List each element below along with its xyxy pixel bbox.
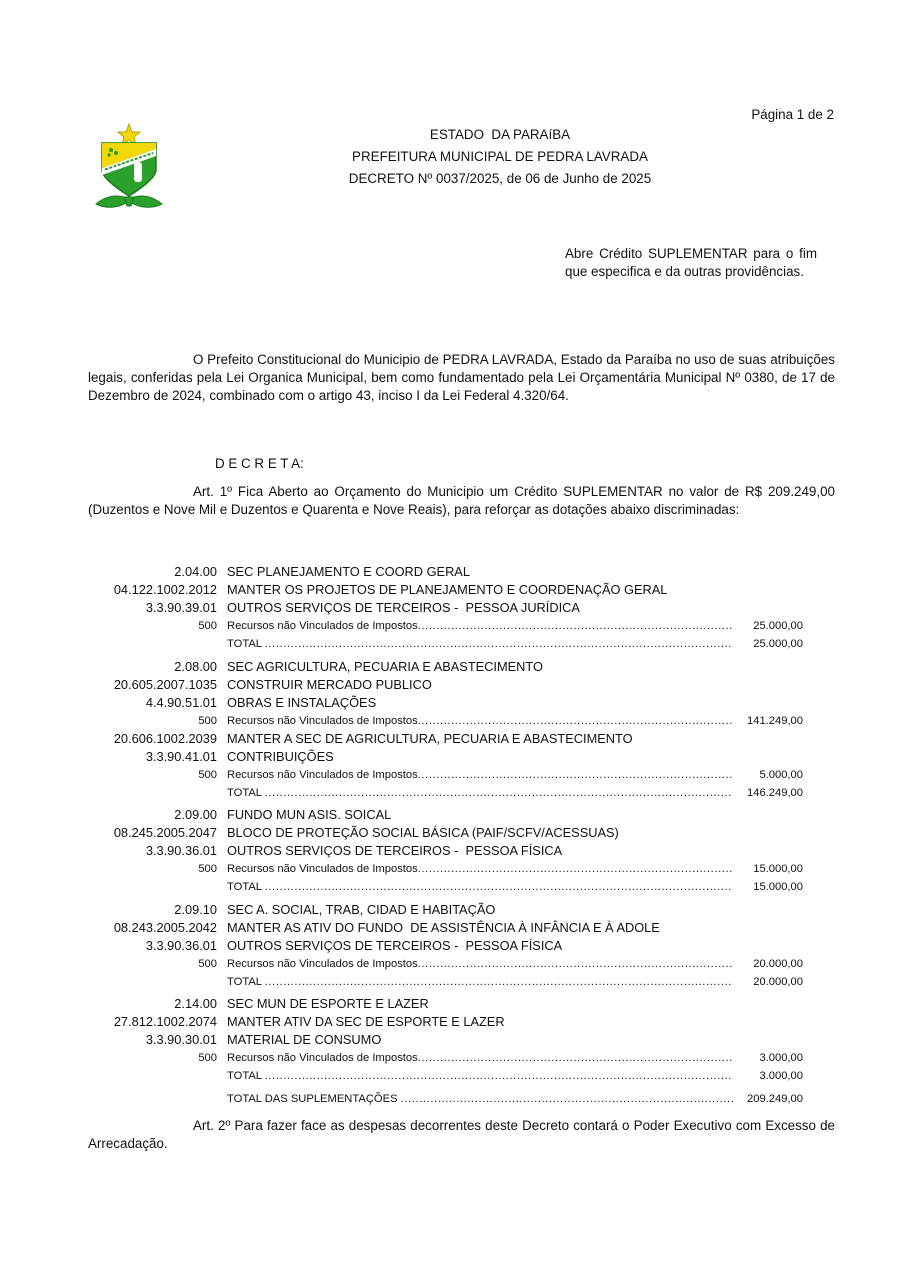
dotted-leader [667, 581, 733, 599]
row-description: CONSTRUIR MERCADO PUBLICO [227, 676, 432, 692]
table-row [88, 617, 803, 635]
row-code: 2.09.00 [174, 807, 217, 822]
row-description: Recursos não Vinculados de Impostos [227, 714, 418, 727]
table-row [88, 937, 803, 955]
row-description: TOTAL [227, 1070, 265, 1082]
dotted-leader [505, 1013, 733, 1031]
dotted-leader [334, 748, 733, 766]
table-row [88, 730, 803, 748]
row-description: Recursos não Vinculados de Impostos [227, 620, 418, 632]
table-row [88, 1049, 803, 1067]
table-row [88, 1013, 803, 1031]
row-description: Recursos não Vinculados de Impostos [227, 768, 418, 781]
row-value [733, 1013, 803, 1031]
row-code: 3.3.90.39.01 [145, 600, 217, 615]
header-decree-number-line: DECRETO Nº 0037/2025, de 06 de Junho de 2025 [348, 171, 652, 186]
row-value: 3.000,00 [759, 1070, 803, 1082]
row-description: BLOCO DE PROTEÇÃO SOCIAL BÁSICA (PAIF/SCFV/ACESSUAS) [227, 825, 619, 840]
dotted-leader [418, 860, 733, 878]
row-code: 500 [198, 768, 217, 781]
row-description: Recursos não Vinculados de Impostos [227, 863, 418, 875]
dotted-leader [376, 694, 733, 712]
table-row [88, 581, 803, 599]
table-row [88, 599, 803, 617]
row-code: 2.08.00 [174, 658, 217, 674]
table-row [88, 878, 803, 896]
row-value [733, 919, 803, 937]
table-row [88, 860, 803, 878]
row-value [733, 676, 803, 694]
row-code: 2.09.10 [174, 901, 217, 917]
row-description: OUTROS SERVIÇOS DE TERCEIROS - PESSOA FÍSICA [227, 843, 563, 858]
article-1-paragraph: Art. 1º Fica Aberto ao Orçamento do Municipio um Crédito SUPLEMENTAR no valor de R$ 209.249,00 (Duzentos e Nove Mil e Duzentos e Quarenta e Nove Reais), para reforçar as dotações abaixo discriminadas: [88, 484, 835, 517]
dotted-leader [495, 901, 733, 919]
row-value: 209.249,00 [747, 1092, 803, 1105]
dotted-leader [543, 658, 733, 676]
row-value [733, 563, 803, 581]
row-description: TOTAL DAS SUPLEMENTAÇÕES [227, 1092, 401, 1105]
dotted-leader [418, 955, 733, 973]
row-description: SEC PLANEJAMENTO E COORD GERAL [227, 564, 470, 579]
dotted-leader [265, 973, 733, 991]
dotted-leader [418, 712, 733, 730]
dotted-leader [562, 937, 733, 955]
row-code [88, 784, 217, 802]
row-value [733, 694, 803, 712]
row-value [733, 748, 803, 766]
coat-of-arms-icon [94, 123, 164, 215]
table-row [88, 842, 803, 860]
dotted-leader [470, 563, 733, 581]
ribbon-icon [96, 196, 162, 207]
dotted-leader [391, 806, 733, 824]
dotted-leader [633, 730, 733, 748]
dotted-leader [418, 617, 733, 635]
row-value [733, 937, 803, 955]
table-row [88, 1067, 803, 1085]
row-value [733, 806, 803, 824]
star-icon [118, 124, 140, 145]
dotted-leader [265, 1067, 733, 1085]
dotted-leader [418, 1049, 733, 1067]
dotted-leader [401, 1090, 733, 1108]
dotted-leader [381, 1031, 733, 1049]
preamble-paragraph: O Prefeito Constitucional do Municipio de PEDRA LAVRADA, Estado da Paraíba no uso de suas atribuições legais, conferidas pela Lei Organica Municipal, bem como fundamentado pela Lei Orçamentária Municipal Nº 0380, de 17 de Dezembro de 2024, combinado com o artigo 43, inciso I da Lei Federal 4.320/64. [88, 352, 835, 403]
row-description: TOTAL [227, 975, 265, 988]
row-description: FUNDO MUN ASIS. SOICAL [227, 807, 392, 822]
tower-icon [134, 162, 142, 182]
row-description: TOTAL [227, 881, 265, 893]
row-code [88, 973, 217, 991]
row-description: SEC AGRICULTURA, PECUARIA E ABASTECIMENTO [227, 658, 543, 674]
budget-table [88, 563, 803, 1108]
row-description: TOTAL [227, 786, 265, 799]
table-row [88, 563, 803, 581]
row-code: 20.606.1002.2039 [113, 730, 217, 746]
dotted-leader [265, 878, 733, 896]
dotted-leader [265, 635, 733, 653]
article-2-paragraph: Art. 2º Para fazer face as despesas decorrentes deste Decreto contará o Poder Executivo com Excesso de Arrecadação. [88, 1118, 835, 1151]
row-description: MANTER OS PROJETOS DE PLANEJAMENTO E COORDENAÇÃO GERAL [227, 582, 668, 597]
decree-summary: Abre Crédito SUPLEMENTAR para o fim que especifica e da outras providências. [565, 246, 817, 279]
table-row [88, 824, 803, 842]
row-value [733, 658, 803, 676]
table-row [88, 973, 803, 991]
row-value: 15.000,00 [753, 863, 803, 875]
row-description: OUTROS SERVIÇOS DE TERCEIROS - PESSOA FÍSICA [227, 937, 563, 953]
row-code: 04.122.1002.2012 [113, 582, 217, 597]
table-row [88, 1090, 803, 1108]
dotted-leader [580, 599, 733, 617]
row-value: 5.000,00 [759, 768, 803, 781]
table-row [88, 995, 803, 1013]
table-row [88, 748, 803, 766]
row-description: MANTER AS ATIV DO FUNDO DE ASSISTÊNCIA À INFÂNCIA E À ADOLE [227, 919, 660, 935]
row-code [88, 635, 217, 653]
dotted-leader [265, 784, 733, 802]
row-value: 25.000,00 [753, 620, 803, 632]
row-code: 500 [198, 957, 217, 970]
table-row [88, 766, 803, 784]
table-row [88, 694, 803, 712]
table-row [88, 806, 803, 824]
row-code: 500 [198, 863, 217, 875]
document-header [250, 124, 750, 190]
table-row [88, 1031, 803, 1049]
dotted-leader [619, 824, 733, 842]
table-row [88, 635, 803, 653]
row-description: CONTRIBUIÇÕES [227, 748, 334, 764]
row-value [733, 730, 803, 748]
dotted-leader [562, 842, 733, 860]
row-description: MANTER ATIV DA SEC DE ESPORTE E LAZER [227, 1014, 505, 1029]
table-row [88, 784, 803, 802]
row-code: 500 [198, 1052, 217, 1064]
row-code: 2.04.00 [174, 564, 217, 579]
table-row [88, 658, 803, 676]
row-code: 08.245.2005.2047 [113, 825, 217, 840]
dotted-leader [660, 919, 733, 937]
row-value: 15.000,00 [753, 881, 803, 893]
row-code [88, 1067, 217, 1085]
row-value [733, 599, 803, 617]
row-code: 27.812.1002.2074 [113, 1014, 217, 1029]
row-value: 3.000,00 [759, 1052, 803, 1064]
row-description: MATERIAL DE CONSUMO [227, 1032, 382, 1047]
row-code: 4.4.90.51.01 [145, 694, 217, 710]
row-code [88, 1090, 217, 1108]
row-description: OBRAS E INSTALAÇÕES [227, 694, 377, 710]
row-value [733, 824, 803, 842]
row-value: 20.000,00 [753, 957, 803, 970]
row-code [88, 878, 217, 896]
row-description: MANTER A SEC DE AGRICULTURA, PECUARIA E ABASTECIMENTO [227, 730, 633, 746]
row-code: 08.243.2005.2042 [113, 919, 217, 935]
row-description: SEC A. SOCIAL, TRAB, CIDAD E HABITAÇÃO [227, 901, 496, 917]
row-code: 3.3.90.36.01 [145, 843, 217, 858]
row-code: 3.3.90.36.01 [145, 937, 217, 953]
row-description: TOTAL [227, 638, 265, 650]
row-value [733, 901, 803, 919]
table-row [88, 919, 803, 937]
row-code: 2.14.00 [174, 996, 217, 1011]
page-indicator: Página 1 de 2 [751, 107, 834, 122]
municipal-coat-of-arms-logo [94, 123, 164, 215]
table-row [88, 901, 803, 919]
row-description: OUTROS SERVIÇOS DE TERCEIROS - PESSOA JURÍDICA [227, 600, 580, 615]
table-row [88, 676, 803, 694]
row-code: 20.605.2007.1035 [113, 676, 217, 692]
row-value [733, 995, 803, 1013]
row-code: 3.3.90.41.01 [145, 748, 217, 764]
row-code: 500 [198, 620, 217, 632]
row-code: 500 [198, 714, 217, 727]
row-description: Recursos não Vinculados de Impostos [227, 1052, 418, 1064]
table-row [88, 955, 803, 973]
table-row [88, 712, 803, 730]
dotted-leader [432, 676, 733, 694]
row-value [733, 842, 803, 860]
row-description: SEC MUN DE ESPORTE E LAZER [227, 996, 429, 1011]
row-value: 146.249,00 [747, 786, 803, 799]
dotted-leader [418, 766, 733, 784]
row-code: 3.3.90.30.01 [145, 1032, 217, 1047]
header-municipality-line: PREFEITURA MUNICIPAL DE PEDRA LAVRADA [352, 149, 648, 164]
row-value: 20.000,00 [753, 975, 803, 988]
row-value [733, 1031, 803, 1049]
row-value: 141.249,00 [747, 714, 803, 727]
row-value: 25.000,00 [753, 638, 803, 650]
row-description: Recursos não Vinculados de Impostos [227, 957, 418, 970]
row-value [733, 581, 803, 599]
header-state-line: ESTADO DA PARAíBA [429, 127, 571, 142]
decreta-heading: D E C R E T A: [215, 456, 304, 471]
dotted-leader [429, 995, 733, 1013]
